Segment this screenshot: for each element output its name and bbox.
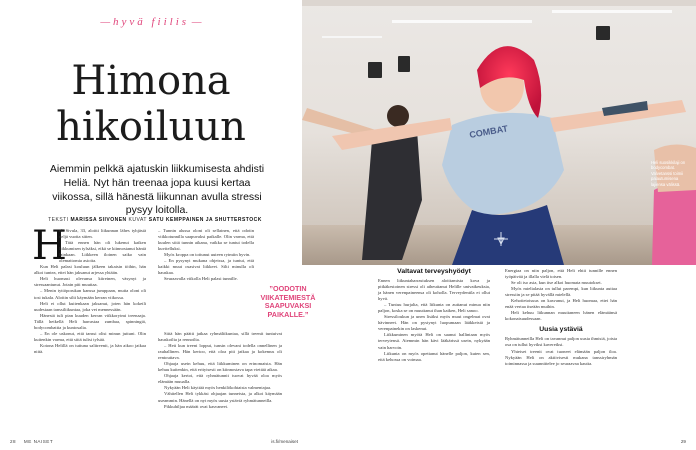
headline-line-2: hikoiluun (56, 104, 246, 150)
right-body-column-1 (378, 268, 490, 363)
body-paragraph: Tätä ennen hän oli lukenut kaiken liikkumisen tylsäksi, eikä se kiinnostanut häntä lainkaan. Liikkeen iloinen saiko vain olemattomia asioita. (59, 240, 146, 264)
page-number-left: 28 (10, 439, 17, 444)
body-column-1 (32, 223, 146, 355)
speaker-right (596, 26, 610, 40)
body-paragraph: Nykyään Heli käyttää myös henkilökohtaista valmentajaa. (164, 385, 272, 391)
kicker-text: hyvä fiilis (112, 16, 190, 28)
credits-photo-label: KUVAT (128, 217, 147, 223)
body-paragraph: Kotona Helillä on tuttuna salitreenit, ja hän aikoo jatkaa niitä. (34, 342, 146, 354)
photo-illustration (302, 0, 696, 265)
credits-photo-author: SATU KEMPPAINEN JA SHUTTERSTOCK (148, 217, 262, 223)
body-paragraph: Ennen liikuntaharrastuksen aloittamista kova ja pitkäkestoinen stressi oli aiheuttanut Helille univaikeuksia, ja hänen verenpaineensa oli koholla. Terveydentila ei ollut hyvä. (378, 278, 490, 302)
body-paragraph: Heli huomasi olevansa kiireinen, väsynyt ja stressaantunut. Jotain piti muuttaa. (34, 276, 146, 288)
kicker-rule-left: — (100, 16, 113, 28)
body-paragraph: – En ole uskonut, että tanssi olisi minun juttuni. Olin kuitenkin varma, että siitä tulisi tylsää. (34, 330, 146, 342)
left-page (0, 0, 316, 450)
body-paragraph: – Heti kun treeni loppui, tunsin olevani todella onnellinen ja rauhallinen. Hän kertoo, että oloa piti jatkaa ja kokemus oli rentouttava. (158, 343, 282, 361)
speaker-mid (398, 56, 410, 72)
subheading-terveyshyodyt: Valtavat terveyshyödyt (397, 268, 471, 275)
body-paragraph: Siitä hän päätti jatkaa ryhmäliikuntaa, sillä treenit tuntuivat hauskoilta ja rennoilta. (158, 331, 282, 343)
dropcap: H (32, 223, 67, 269)
kicker (0, 16, 302, 28)
body-paragraph: Kehotietoisuus on kasvanut, ja Heli huomaa, ettei hän enää vertaa itseään muihin. (505, 298, 617, 310)
body-paragraph: Hänestä tuli pian kuuden kerran viikkorytmi treenaaja. Tällä hetkellä Heli harrastaa zumbaa, spinningiä, bodycombattia ja kuntosalia. (34, 312, 146, 330)
body-paragraph: – Menin tyttöporukan kanssa jumppaan, mutta oloni oli tosi tukala. Aloitin silti käymään kerran viikossa. (34, 288, 146, 300)
headline (0, 58, 302, 150)
body-paragraph: Yhteiset treenit ovat tuoneet elämään paljon iloa. Nykyään Heli on aktiivisesti mukana tanssiryhmän toiminnassa ja suunnittelee jo seuraavaa kautta. (505, 348, 617, 366)
body-paragraph: Kun Heli palasi kouluun jälkeen takaisin töihin, hän alkoi tuntea, ettei hän jaksanut arjessa yhtään. (34, 264, 146, 276)
body-paragraph: Stressiloukun ja unen lisäksi myös muut ongelmat ovat hävinneet. Hän on pystynyt luopumaan lääkkeistä ja verenpainekin on laskenut. (378, 314, 490, 332)
body-paragraph: Liikkuminen myötä Heli on saanut hallintaan myös terveytensä. Aiemmin hän kävi lääkärissä usein, nykyään vain harvoin. (378, 332, 490, 350)
body-paragraph: Heli kehuu liikunnan muuttaneen hänen elämäänsä kokonaisuudessaan. (505, 310, 617, 322)
body-paragraph: Ryhmätunneilla Heli on tavannut paljon uusia ihmisiä, joista osa on tullut hyviksi kavereiksi. (505, 336, 617, 348)
body-paragraph: – En pysynyt mukana ohjeissa, ja tuntui, että kaikki muut osasivat liikkeet. Silti minulla oli hauskaa. (158, 258, 254, 276)
body-paragraph: eli Sivula, 33, aloitti liikunnan lähes tyhjästä neljä vuotta sitten. (59, 228, 146, 240)
hero-photo (302, 0, 696, 265)
subheading-uusia-ystavia: Uusia ystäviä (539, 326, 583, 334)
body-paragraph: – Tuntuu hurjalta, että liikunta on auttanut minua niin paljon, koska se on muuttanut ihan kaiken, Heli sanoo. (378, 302, 490, 314)
shirt-print: COMBAT (468, 123, 509, 140)
credits-text-author: MARISSA SIIVONEN (70, 217, 127, 223)
credits-text-label: TEKSTI (48, 217, 69, 223)
speaker-left (368, 62, 382, 78)
kicker-rule-right: — (189, 16, 202, 28)
pull-quote: ”OODOTIN VIIKATEMIESTÄ SAAPUVAKSI PAIKALLE.” (260, 284, 316, 319)
body-paragraph: Myös kroppa on tottunut uuteen rytmiin hyvin. (164, 252, 251, 258)
folio-url: is.fi/menaiset (271, 439, 298, 444)
body-paragraph: Myös mielialasta on tullut parempi, kun liikunta auttaa stressiin ja se pitää hyvällä mielellä. (505, 286, 617, 298)
body-paragraph: Pikkuhiljaa määrät ovat kasvaneet. (164, 403, 229, 409)
body-paragraph: Ohjaaja kertoi, että ryhmätunnit tuovat hyvää oloa myös elämään muualla. (158, 373, 282, 385)
body-paragraph: Heli ei ollut kuitenkaan jaksanut, joten hän kokeili uudestaan tanssiliikuntaa, joka vei mennessään. (34, 300, 146, 312)
page-number-right: 29 (680, 439, 686, 444)
body-paragraph: Seuraavalla viikolla Heli palasi tunnille. (164, 276, 238, 282)
lede: Aiemmin pelkkä ajatuskin liikkumisesta ahdisti Heliä. Nyt hän treenaa jopa kuusi kertaa viikossa, sillä hänestä liikunnan avulla stressi pysyy loitolla. (49, 163, 265, 217)
body-paragraph: Liikunta on myös opettanut hänelle paljon, kuten sen, että kehossa on voimaa. (378, 350, 490, 362)
body-paragraph: Energiaa on niin paljon, että Heli ehtii tunnille ennen työpäivää ja illalla vielä toisen. (505, 268, 617, 280)
right-page (302, 0, 696, 450)
body-paragraph: Se oli iso asia, kun itse alkoi huomata muutokset. (511, 280, 602, 286)
magazine-name: ME NAISET (23, 439, 54, 444)
body-paragraph: Ohjaaja usein kehuu, että liikkuminen on erinomaista. Hän kehuu kuitenkin, että erityisesti on kiinnostava tapa viettää aikaa. (158, 361, 282, 373)
body-column-2-bottom (158, 331, 282, 410)
body-paragraph: Vähitellen Heli tykkäsi ohjaajan tunneista, ja alkoi käymään useammin. Hänellä on nyt myös uusia ystäviä ryhmätunneilla. (158, 391, 282, 403)
headline-line-1: Himona (71, 58, 231, 104)
body-column-2-top (158, 228, 254, 282)
right-body-column-2 (505, 268, 617, 367)
photo-caption: Heli suosikkilaji on bodycombat. Valvetanssi toimii palautumisena lajiensa välissä. (651, 160, 686, 187)
body-paragraph: – Tunnin alussa oloni oli sellainen, että odotin viikkotunnilla saapuvaksi paikalle. Olin varma, että kuulen siitä tunnin aikana, vaikka se tuntui todella kuvitelluksi. (158, 228, 254, 252)
